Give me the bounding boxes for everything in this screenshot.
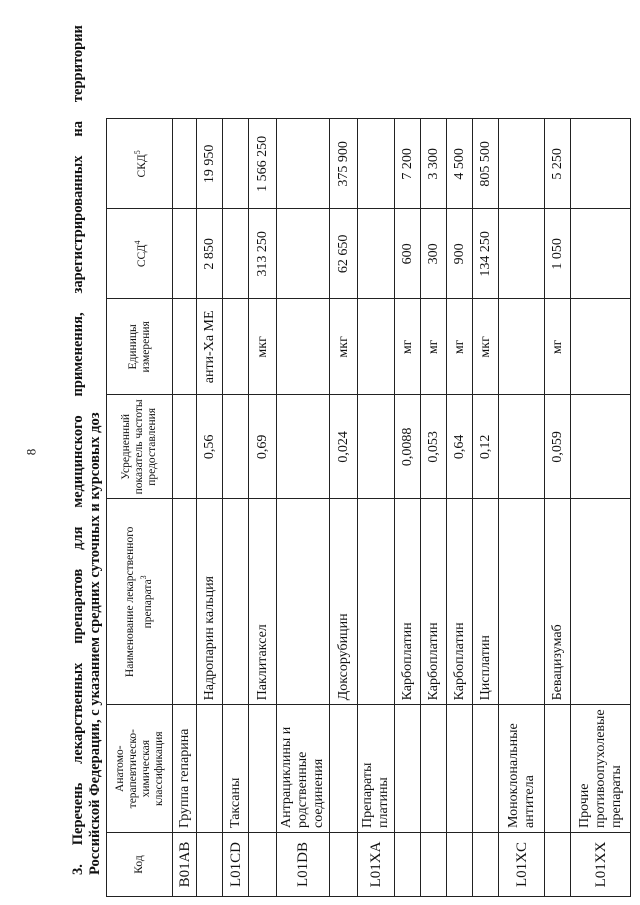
cell-ssd: 2 850	[197, 209, 223, 299]
cell-unit	[277, 299, 330, 395]
cell-name	[223, 499, 249, 705]
cell-code	[249, 833, 277, 897]
cell-atx	[421, 705, 447, 833]
cell-freq: 0,0088	[395, 395, 421, 499]
cell-atx	[447, 705, 473, 833]
cell-freq: 0,56	[197, 395, 223, 499]
cell-code: B01AB	[173, 833, 197, 897]
cell-skd	[173, 119, 197, 209]
cell-atx	[473, 705, 499, 833]
cell-code	[473, 833, 499, 897]
cell-code	[395, 833, 421, 897]
cell-unit: анти-Ха МЕ	[197, 299, 223, 395]
cell-code	[421, 833, 447, 897]
table-row	[545, 119, 571, 897]
cell-unit	[173, 299, 197, 395]
cell-skd: 1 566 250	[249, 119, 277, 209]
heading-word: препаратов	[70, 568, 86, 644]
cell-name: Цисплатин	[473, 499, 499, 705]
table-row	[197, 119, 223, 897]
table-row	[499, 119, 545, 897]
cell-skd	[571, 119, 631, 209]
cell-freq: 0,69	[249, 395, 277, 499]
cell-code	[197, 833, 223, 897]
cell-freq: 0,64	[447, 395, 473, 499]
cell-name: Бевацизумаб	[545, 499, 571, 705]
cell-ssd: 1 050	[545, 209, 571, 299]
cell-atx: Моноклональные антитела	[499, 705, 545, 833]
cell-atx: Таксаны	[223, 705, 249, 833]
heading-word: применения,	[70, 312, 86, 397]
cell-ssd	[358, 209, 395, 299]
cell-skd	[223, 119, 249, 209]
table-row	[571, 119, 631, 897]
cell-unit	[223, 299, 249, 395]
heading-word: медицинского	[70, 415, 86, 508]
header-name: Наименование лекарственного препарата$^3$	[107, 499, 173, 705]
heading-line-2: Российской Федерации, с указанием средних суточных и курсовых доз	[87, 412, 103, 875]
cell-name	[358, 499, 395, 705]
cell-name	[173, 499, 197, 705]
cell-unit: мг	[421, 299, 447, 395]
table-row	[358, 119, 395, 897]
cell-atx	[197, 705, 223, 833]
cell-freq: 0,059	[545, 395, 571, 499]
cell-ssd	[223, 209, 249, 299]
header-atx: Анатомо-терапевтическо-химическая классификация	[107, 705, 173, 833]
cell-skd: 375 900	[330, 119, 358, 209]
table-row	[395, 119, 421, 897]
cell-skd	[358, 119, 395, 209]
cell-atx	[330, 705, 358, 833]
cell-name	[277, 499, 330, 705]
cell-ssd	[173, 209, 197, 299]
table-row	[447, 119, 473, 897]
cell-ssd	[499, 209, 545, 299]
cell-name: Карбоплатин	[395, 499, 421, 705]
cell-freq	[571, 395, 631, 499]
cell-atx: Антрациклины и родственные соединения	[277, 705, 330, 833]
cell-atx	[395, 705, 421, 833]
cell-unit: мг	[447, 299, 473, 395]
cell-atx: Препараты платины	[358, 705, 395, 833]
cell-unit: мкг	[473, 299, 499, 395]
header-code: Код	[107, 833, 173, 897]
cell-ssd	[277, 209, 330, 299]
heading-word: Перечень	[70, 782, 86, 846]
cell-name: Карбоплатин	[421, 499, 447, 705]
cell-code: L01CD	[223, 833, 249, 897]
cell-skd: 3 300	[421, 119, 447, 209]
cell-freq	[223, 395, 249, 499]
table-body	[173, 119, 631, 897]
cell-unit	[358, 299, 395, 395]
heading-line-1	[70, 25, 87, 875]
cell-ssd: 313 250	[249, 209, 277, 299]
cell-ssd: 134 250	[473, 209, 499, 299]
table-row	[421, 119, 447, 897]
cell-freq	[499, 395, 545, 499]
cell-atx: Группа гепарина	[173, 705, 197, 833]
header-skd: СКД$^5$	[107, 119, 173, 209]
heading-word: 3.	[70, 864, 86, 875]
table-row	[277, 119, 330, 897]
cell-freq	[358, 395, 395, 499]
cell-skd	[499, 119, 545, 209]
table-row	[249, 119, 277, 897]
cell-freq	[173, 395, 197, 499]
cell-ssd: 900	[447, 209, 473, 299]
cell-name: Доксорубицин	[330, 499, 358, 705]
cell-freq: 0,12	[473, 395, 499, 499]
cell-ssd	[571, 209, 631, 299]
cell-unit	[499, 299, 545, 395]
cell-name: Паклитаксел	[249, 499, 277, 705]
cell-name	[499, 499, 545, 705]
cell-code: L01XX	[571, 833, 631, 897]
cell-skd: 19 950	[197, 119, 223, 209]
cell-unit: мг	[545, 299, 571, 395]
table-header-row	[107, 119, 173, 897]
table-row	[173, 119, 197, 897]
heading-word: на	[70, 121, 86, 137]
cell-unit	[571, 299, 631, 395]
cell-code: L01XC	[499, 833, 545, 897]
cell-skd: 5 250	[545, 119, 571, 209]
cell-unit: мг	[395, 299, 421, 395]
cell-name: Надропарин кальция	[197, 499, 223, 705]
cell-code	[330, 833, 358, 897]
heading-word: для	[70, 526, 86, 550]
cell-skd: 805 500	[473, 119, 499, 209]
page-number: 8	[23, 448, 39, 456]
cell-skd: 7 200	[395, 119, 421, 209]
cell-skd: 4 500	[447, 119, 473, 209]
drug-table	[106, 118, 631, 897]
heading-word: зарегистрированных	[70, 155, 86, 294]
heading-word: территории	[70, 25, 86, 103]
cell-ssd: 300	[421, 209, 447, 299]
cell-name: Карбоплатин	[447, 499, 473, 705]
cell-code	[545, 833, 571, 897]
cell-code	[447, 833, 473, 897]
cell-skd	[277, 119, 330, 209]
heading-word: лекарственных	[70, 662, 86, 764]
cell-code: L01XA	[358, 833, 395, 897]
cell-ssd: 600	[395, 209, 421, 299]
cell-ssd: 62 650	[330, 209, 358, 299]
header-ssd: ССД$^4$	[107, 209, 173, 299]
cell-code: L01DB	[277, 833, 330, 897]
table-row	[223, 119, 249, 897]
table-row	[330, 119, 358, 897]
cell-atx	[249, 705, 277, 833]
cell-atx: Прочие противоопухолевые препараты	[571, 705, 631, 833]
cell-name	[571, 499, 631, 705]
header-unit: Единицы измерения	[107, 299, 173, 395]
header-frequency: Усредненный показатель частоты предоставления	[107, 395, 173, 499]
section-heading	[70, 25, 104, 875]
cell-atx	[545, 705, 571, 833]
cell-freq	[277, 395, 330, 499]
cell-unit: мкг	[330, 299, 358, 395]
cell-freq: 0,053	[421, 395, 447, 499]
cell-freq: 0,024	[330, 395, 358, 499]
cell-unit: мкг	[249, 299, 277, 395]
table-row	[473, 119, 499, 897]
